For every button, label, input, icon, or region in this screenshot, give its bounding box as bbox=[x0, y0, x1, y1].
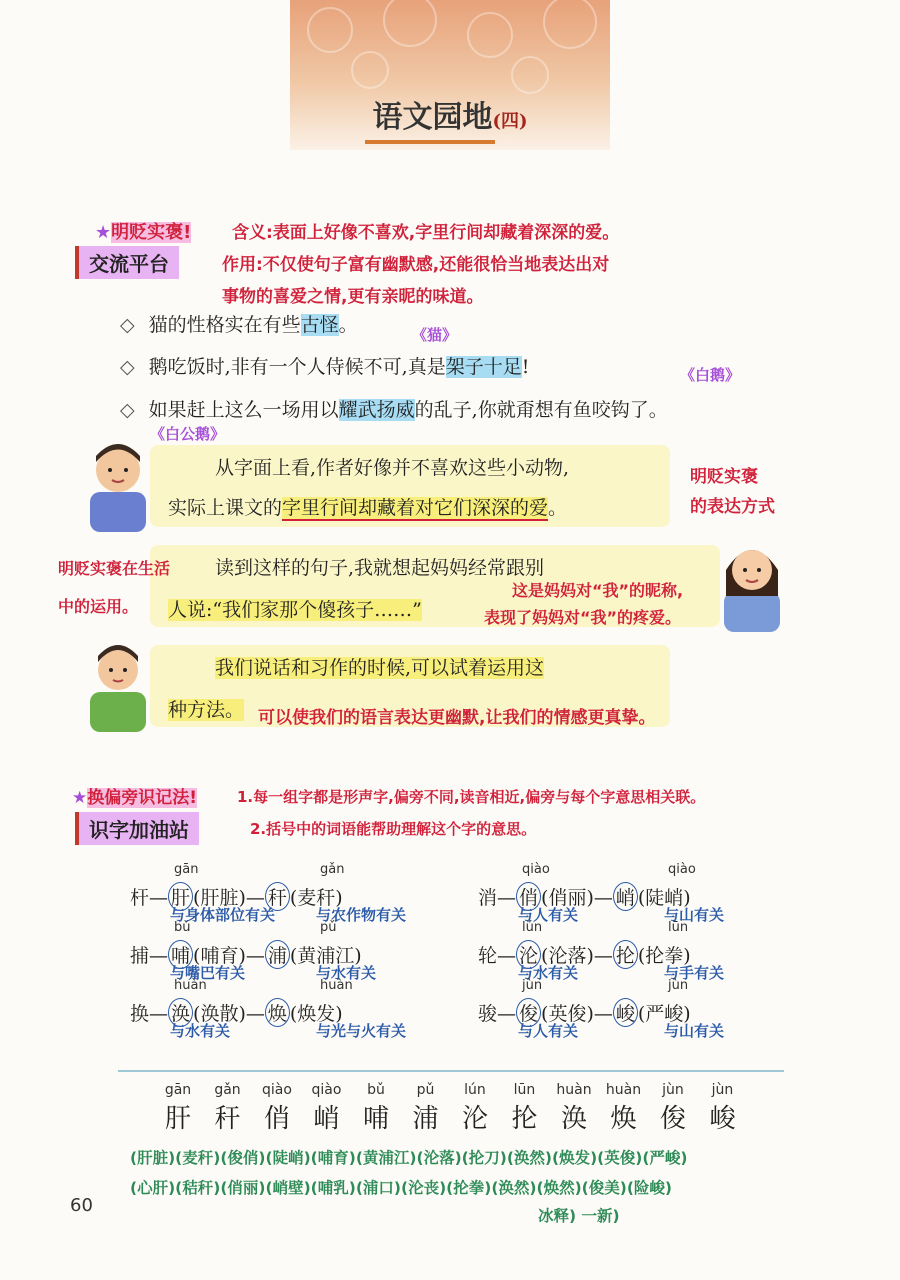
radical-note-1: 与人有关 bbox=[518, 906, 579, 924]
source-goose: 《白鹅》 bbox=[680, 366, 741, 384]
radical-note-2: 与手有关 bbox=[664, 964, 725, 982]
pinyin-2: gǎn bbox=[320, 862, 345, 877]
word-2: (黄浦江) bbox=[289, 945, 362, 967]
radical-note-2: 与山有关 bbox=[664, 906, 725, 924]
char-1: 沦 bbox=[516, 940, 541, 969]
radical-note-2: 与农作物有关 bbox=[316, 906, 407, 924]
char-item bbox=[554, 1082, 594, 1135]
page-number: 60 bbox=[70, 1195, 93, 1216]
pinyin-2: lūn bbox=[668, 920, 689, 935]
section-label-exchange: 交流平台 bbox=[75, 246, 179, 279]
char-pinyin: qiào bbox=[311, 1082, 342, 1098]
char-glyph: 浦 bbox=[412, 1104, 439, 1134]
star-note: ★明贬实褒! bbox=[95, 222, 192, 243]
char-glyph: 抡 bbox=[511, 1104, 538, 1134]
pinyin-1: bǔ bbox=[174, 920, 191, 935]
char-pinyin: gān bbox=[164, 1082, 192, 1098]
char-pinyin: jùn bbox=[662, 1082, 684, 1098]
group-line: 杆— 肝 (肝脏)— 秆 (麦秆) bbox=[130, 882, 343, 911]
speech3-line2: 种方法。 bbox=[168, 699, 245, 721]
effect-note-1: 作用:不仅使句子富有幽默感,还能很恰当地表达出对 bbox=[222, 255, 610, 275]
group-line: 骏— 俊 (英俊)— 峻 (严峻) bbox=[478, 998, 691, 1027]
char-item bbox=[455, 1082, 495, 1135]
words-line-2: (心肝)(秸秆)(俏丽)(峭壁)(哺乳)(浦口)(沦丧)(抡拳)(涣然)(焕然)(俊美)(险峻) bbox=[130, 1179, 673, 1197]
bullet-gander: ◇ 如果赶上这么一场用以耀武扬威的乱子,你就甭想有鱼咬钩了。 bbox=[120, 399, 668, 421]
base-char: 捕 bbox=[130, 945, 150, 967]
pinyin-2: pǔ bbox=[320, 920, 337, 935]
radical-note-1: 与嘴巴有关 bbox=[170, 964, 246, 982]
word-2: (严峻) bbox=[637, 1003, 691, 1025]
char-item bbox=[505, 1082, 545, 1135]
pinyin-1: lún bbox=[522, 920, 543, 935]
char-1: 俏 bbox=[516, 882, 541, 911]
section2-note-2: 2.括号中的词语能帮助理解这个字的意思。 bbox=[250, 820, 537, 838]
char-pinyin: lún bbox=[464, 1082, 486, 1098]
pinyin-1: jùn bbox=[522, 978, 543, 993]
pinyin-1: gān bbox=[174, 862, 199, 877]
char-1: 哺 bbox=[168, 940, 193, 969]
radical-note-1: 与水有关 bbox=[518, 964, 579, 982]
source-cat: 《猫》 bbox=[412, 326, 458, 344]
radical-note-2: 与水有关 bbox=[316, 964, 377, 982]
char-glyph: 峭 bbox=[313, 1104, 340, 1134]
char-pinyin: pǔ bbox=[416, 1082, 435, 1098]
title-underline bbox=[365, 140, 495, 144]
page-title: 语文园地(四) bbox=[372, 100, 528, 135]
pinyin-2: huàn bbox=[320, 978, 353, 993]
pinyin-1: qiào bbox=[522, 862, 550, 877]
word-2: (抡拳) bbox=[637, 945, 691, 967]
speech1-note-1: 明贬实褒 bbox=[690, 467, 758, 487]
char-item bbox=[356, 1082, 396, 1135]
char-pinyin: jùn bbox=[711, 1082, 734, 1098]
word-2: (麦秆) bbox=[289, 887, 343, 909]
char-item bbox=[307, 1082, 347, 1135]
word-1: (肝脏) bbox=[193, 887, 246, 909]
radical-note-1: 与水有关 bbox=[170, 1022, 231, 1040]
word-1: (哺育) bbox=[193, 945, 246, 967]
char-glyph: 沦 bbox=[461, 1104, 488, 1134]
base-char: 换 bbox=[130, 1003, 150, 1025]
group-line: 消— 俏 (俏丽)— 峭 (陡峭) bbox=[478, 882, 691, 911]
char-glyph: 哺 bbox=[362, 1104, 389, 1134]
speech2-note-right-2: 表现了妈妈对“我”的疼爱。 bbox=[484, 608, 682, 627]
radical-note-1: 与人有关 bbox=[518, 1022, 579, 1040]
word-1: (沦落) bbox=[541, 945, 594, 967]
char-pinyin: lūn bbox=[513, 1082, 536, 1098]
divider bbox=[118, 1070, 784, 1072]
pinyin-1: huàn bbox=[174, 978, 207, 993]
char-glyph: 秆 bbox=[214, 1104, 241, 1134]
bullet-goose: ◇ 鹅吃饭时,非有一个人侍候不可,真是架子十足! bbox=[120, 356, 530, 378]
speech1-note-2: 的表达方式 bbox=[690, 497, 775, 517]
radical-note-2: 与山有关 bbox=[664, 1022, 725, 1040]
speech3-note: 可以使我们的语言表达更幽默,让我们的情感更真挚。 bbox=[258, 708, 656, 728]
char-item bbox=[406, 1082, 446, 1135]
source-gander: 《白公鹅》 bbox=[150, 425, 226, 443]
char-glyph: 峻 bbox=[709, 1104, 736, 1134]
word-1: (俏丽) bbox=[541, 887, 594, 909]
speech2-line1: 读到这样的句子,我就想起妈妈经常跟别 bbox=[215, 557, 545, 579]
char-1: 涣 bbox=[168, 998, 193, 1027]
word-2: (陡峭) bbox=[637, 887, 691, 909]
char-2: 浦 bbox=[265, 940, 290, 969]
base-char: 骏 bbox=[478, 1003, 498, 1025]
speech2-note-left-1: 明贬实褒在生活 bbox=[58, 559, 171, 578]
char-item bbox=[703, 1082, 743, 1135]
pinyin-2: jùn bbox=[668, 978, 689, 993]
speech1-line2: 实际上课文的字里行间却藏着对它们深深的爱。 bbox=[168, 497, 568, 519]
char-pinyin: qiào bbox=[262, 1082, 292, 1098]
words-line-3: 冰释) 一新) bbox=[538, 1207, 620, 1225]
char-pinyin: bǔ bbox=[367, 1082, 385, 1098]
radical-note-1: 与身体部位有关 bbox=[170, 906, 276, 924]
char-item bbox=[158, 1082, 198, 1135]
char-glyph: 俊 bbox=[659, 1104, 686, 1134]
char-glyph: 俏 bbox=[263, 1104, 290, 1134]
char-item bbox=[604, 1082, 644, 1135]
base-char: 轮 bbox=[478, 945, 498, 967]
group-line: 轮— 沦 (沦落)— 抡 (抡拳) bbox=[478, 940, 691, 969]
base-char: 消 bbox=[478, 887, 498, 909]
char-2: 峻 bbox=[613, 998, 638, 1027]
char-1: 肝 bbox=[168, 882, 193, 911]
char-item bbox=[653, 1082, 693, 1135]
speech2-note-left-2: 中的运用。 bbox=[58, 597, 139, 616]
char-pinyin: huàn bbox=[605, 1082, 642, 1098]
word-1: (涣散) bbox=[193, 1003, 246, 1025]
section2-note-1: 1.每一组字都是形声字,偏旁不同,读音相近,偏旁与每个字意思相关联。 bbox=[237, 788, 706, 806]
char-glyph: 涣 bbox=[560, 1104, 587, 1134]
boy-avatar-1 bbox=[72, 432, 164, 532]
char-1: 俊 bbox=[516, 998, 541, 1027]
speech3-line1: 我们说话和习作的时候,可以试着运用这 bbox=[215, 657, 545, 679]
char-2: 抡 bbox=[613, 940, 638, 969]
char-2: 秆 bbox=[265, 882, 290, 911]
char-item bbox=[257, 1082, 297, 1135]
speech2-note-right-1: 这是妈妈对“我”的昵称, bbox=[512, 581, 684, 600]
char-item bbox=[208, 1082, 248, 1135]
speech2-line2: 人说:“我们家那个傻孩子……” bbox=[168, 599, 422, 621]
word-1: (英俊) bbox=[541, 1003, 594, 1025]
char-2: 峭 bbox=[613, 882, 638, 911]
meaning-note: 含义:表面上好像不喜欢,字里行间却藏着深深的爱。 bbox=[232, 223, 620, 243]
char-glyph: 肝 bbox=[164, 1104, 191, 1134]
speech1-line1: 从字面上看,作者好像并不喜欢这些小动物, bbox=[215, 457, 570, 479]
group-line: 捕— 哺 (哺育)— 浦 (黄浦江) bbox=[130, 940, 362, 969]
group-line: 换— 涣 (涣散)— 焕 (焕发) bbox=[130, 998, 343, 1027]
char-glyph: 焕 bbox=[610, 1104, 637, 1134]
pinyin-2: qiào bbox=[668, 862, 696, 877]
section-label-literacy: 识字加油站 bbox=[75, 812, 199, 845]
words-line-1: (肝脏)(麦秆)(俊俏)(陡峭)(哺育)(黄浦江)(沦落)(抡刀)(涣然)(焕发)(英俊)(严峻) bbox=[130, 1149, 688, 1167]
star-note-2: ★换偏旁识记法! bbox=[72, 788, 198, 808]
char-pinyin: huàn bbox=[556, 1082, 592, 1098]
base-char: 杆 bbox=[130, 887, 150, 909]
girl-avatar bbox=[712, 530, 792, 632]
boy-avatar-2 bbox=[80, 632, 160, 732]
char-pinyin: gǎn bbox=[214, 1082, 241, 1098]
word-2: (焕发) bbox=[289, 1003, 343, 1025]
effect-note-2: 事物的喜爱之情,更有亲昵的味道。 bbox=[222, 287, 484, 307]
bullet-cat: ◇ 猫的性格实在有些古怪。 bbox=[120, 314, 358, 336]
radical-note-2: 与光与火有关 bbox=[316, 1022, 407, 1040]
char-2: 焕 bbox=[265, 998, 290, 1027]
